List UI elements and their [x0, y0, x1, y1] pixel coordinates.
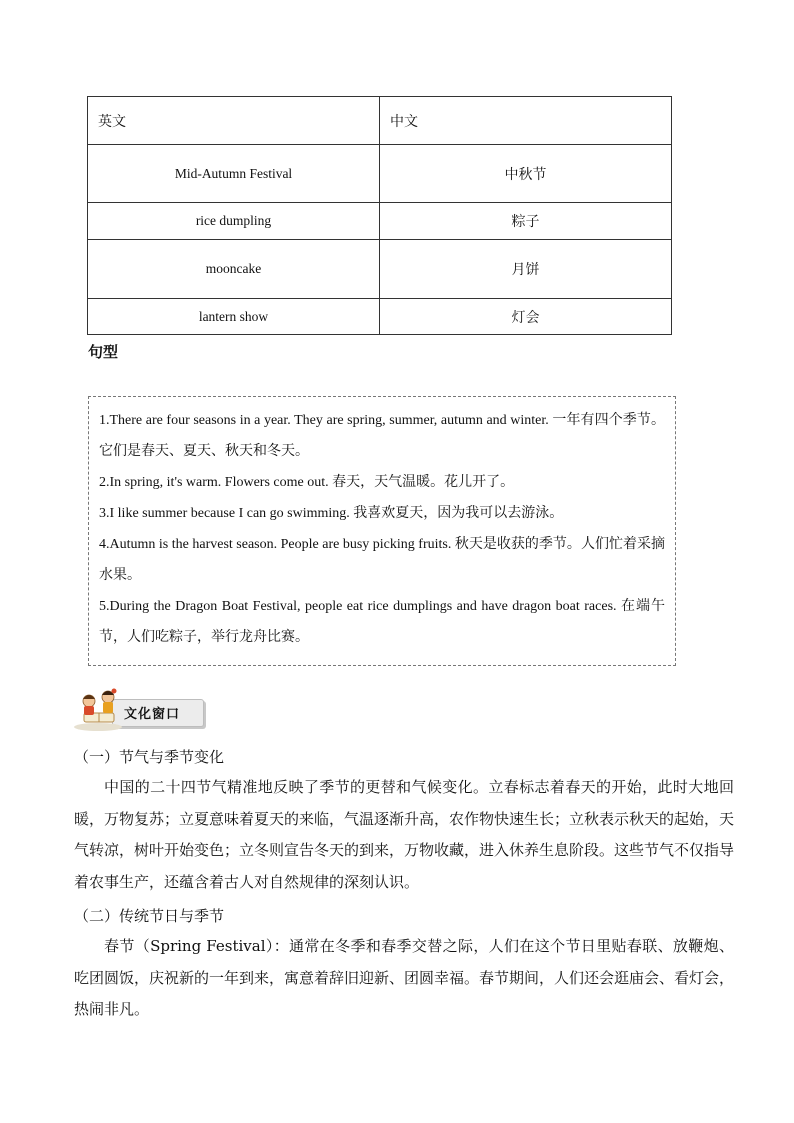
cell-english: rice dumpling	[88, 203, 380, 240]
sentence-item: 4.Autumn is the harvest season. People are busy picking fruits. 秋天是收获的季节。人们忙着采摘水果。	[99, 537, 665, 583]
vocabulary-table	[87, 96, 672, 335]
cell-chinese: 中秋节	[380, 145, 672, 203]
section-paragraph: 春节（Spring Festival）：通常在冬季和春季交替之际，人们在这个节日里贴春联、放鞭炮、吃团圆饭，庆祝新的一年到来，寓意着辞旧迎新、团圆幸福。春节期间，人们还会逛庙会、看灯会，热闹非凡。	[74, 937, 735, 1018]
cell-english: mooncake	[88, 240, 380, 299]
section-paragraph: 中国的二十四节气精准地反映了季节的更替和气候变化。立春标志着春天的开始，此时大地回暖，万物复苏；立夏意味着夏天的来临，气温逐渐升高，农作物快速生长；立秋表示秋天的起始，天气转凉，树叶开始变色；立冬则宣告冬天的到来，万物收藏，进入休养生息阶段。这些节气不仅指导着农事生产，还蕴含着古人对自然规律的深刻认识。	[74, 778, 735, 891]
sentence-item: 3.I like summer because I can go swimming. 我喜欢夏天，因为我可以去游泳。	[99, 506, 564, 521]
sentence-item: 1.There are four seasons in a year. They are spring, summer, autumn and winter. 一年有四个季节。它们是春天、夏天、秋天和冬天。	[99, 413, 665, 459]
sentence-patterns-label: 句型	[88, 343, 119, 361]
header-english: 英文	[88, 97, 380, 145]
table-row	[88, 240, 672, 299]
cell-chinese: 月饼	[380, 240, 672, 299]
sentence-item: 2.In spring, it's warm. Flowers come out. 春天，天气温暖。花儿开了。	[99, 475, 515, 490]
table-header-row	[88, 97, 672, 145]
culture-window-banner	[70, 683, 205, 735]
section-heading: （一）节气与季节变化	[74, 748, 225, 766]
cell-chinese: 粽子	[380, 203, 672, 240]
section-heading: （二）传统节日与季节	[74, 907, 225, 925]
header-chinese: 中文	[380, 97, 672, 145]
cell-english: lantern show	[88, 299, 380, 335]
cell-chinese: 灯会	[380, 299, 672, 335]
children-reading-icon	[70, 683, 126, 733]
sentence-item: 5.During the Dragon Boat Festival, people eat rice dumplings and have dragon boat races. 在端午节，人们吃粽子，举行龙舟比赛。	[99, 599, 665, 645]
sentence-box	[88, 396, 676, 666]
table-row	[88, 203, 672, 240]
banner-title: 文化窗口	[124, 707, 181, 722]
table-row	[88, 299, 672, 335]
table-row	[88, 145, 672, 203]
cell-english: Mid-Autumn Festival	[88, 145, 380, 203]
